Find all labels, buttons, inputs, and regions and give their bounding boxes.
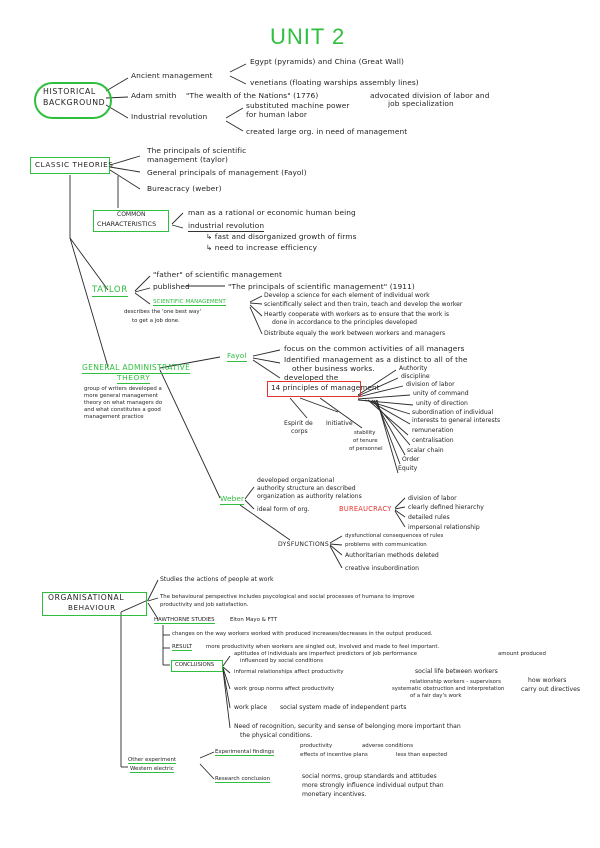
taylor-heading: TAYLOR [92, 285, 128, 295]
adam-smith: Adam smith [131, 91, 177, 100]
fayol-developed: developed the [284, 373, 339, 382]
principle-unity-command: unity of command [413, 390, 469, 397]
taylor-principle-3-line1: Heartly cooperate with workers as to ensure that the work is [264, 311, 450, 318]
conclusion-1b: amount produced [498, 651, 546, 657]
conclusion-3e: of a fair day's work [410, 693, 462, 699]
research-conclusion: Research conclusion [215, 776, 271, 782]
principle-division-labor: division of labor [406, 381, 455, 388]
conclusion-3a: relationship workers - supervisors [410, 679, 501, 685]
substituted-machine: substituted machine power [246, 101, 350, 110]
fourteen-principles: 14 principles of management [271, 383, 380, 392]
classic-theories-heading: CLASSIC THEORIES [35, 160, 114, 169]
bureaucracy-weber: Bureacracy (weber) [147, 184, 222, 193]
taylor-principle-1: Develop a science for each element of individual work [264, 292, 430, 299]
fayol-focus: focus on the common activities of all managers [284, 344, 465, 353]
published: published [153, 282, 190, 291]
fayol-heading: Fayol [227, 351, 247, 360]
finding-1b: adverse conditions [362, 743, 414, 749]
gat-desc-3: theory on what managers do [84, 400, 163, 406]
conclusion-4b: social system made of independent parts [280, 704, 407, 711]
hawthorne-changes: changes on the way workers worked with produced increases/decreases in the output produced. [172, 631, 433, 637]
division-of-labor: advocated division of labor and [370, 91, 490, 100]
book-title: "The principals of scientific management" (1911) [228, 282, 415, 291]
principle-subordination-2: interests to general interests [412, 417, 501, 424]
principle-authority: Authority [399, 365, 428, 372]
industrial-revolution-note: industrial revolution [188, 221, 265, 230]
common-heading-line2: CHARACTERISTICS [97, 220, 157, 228]
result-heading: RESULT [172, 644, 193, 650]
gat-heading-line2: THEORY [117, 373, 151, 382]
other-experiment-1: Other experiment [128, 757, 176, 763]
ob-heading-line2: BEHAVIOUR [68, 603, 116, 612]
finding-2b: less than expected [396, 752, 448, 758]
egypt-china: Egypt (pyramids) and China (Great Wall) [250, 57, 404, 66]
fayol-identified-1: Identified management as a distinct to all of the [284, 355, 468, 364]
principle-centralisation: centralisation [412, 437, 454, 444]
principle-discipline: discipline [401, 373, 430, 380]
weber-developed-2: authority structure an described [257, 485, 356, 492]
job-specialization: job specialization [388, 99, 454, 108]
one-best-way-line1: describes the 'one best way' [124, 309, 202, 315]
scientific-principles-line2: management (taylor) [147, 155, 228, 164]
conclusion-2b: social life between workers [415, 668, 498, 675]
venetians: venetians (floating warships assembly lines) [250, 78, 419, 87]
bureaucracy-division: division of labor [408, 495, 457, 502]
ob-behavioural-2: productivity and job satisfaction. [160, 602, 249, 608]
one-best-way-line2: to get a job done. [132, 318, 180, 324]
dysfunction-4: creative insubordination [345, 565, 419, 572]
finding-1: productivity [300, 743, 333, 749]
research-3: monetary incentives. [302, 791, 367, 798]
increase-efficiency: ↳ need to increase efficiency [206, 243, 318, 252]
gat-heading-line1: GENERAL ADMINISTRATIVE [82, 363, 191, 372]
gat-desc-4: and what constitutes a good [84, 407, 161, 413]
principle-initiative: Initiative [326, 420, 353, 427]
gat-desc-2: more general management [84, 393, 158, 399]
conclusion-3b: how workers [528, 677, 567, 684]
conclusion-2: informal relationships affect productivity [234, 669, 344, 675]
bureaucracy-label: BUREAUCRACY [339, 505, 392, 513]
conclusion-3d: carry out directives [521, 686, 581, 693]
scientific-management-heading: SCIENTIFIC MANAGEMENT [153, 299, 226, 305]
hawthorne-heading: HAWTHORNE STUDIES [154, 617, 215, 623]
page-title: UNIT 2 [270, 24, 346, 49]
principle-espirit-2: corps [291, 428, 308, 435]
dysfunction-2: problems with communication [345, 542, 427, 548]
research-2: more strongly influence individual output than [302, 782, 444, 789]
fast-growth: ↳ fast and disorganized growth of firms [206, 232, 357, 241]
conclusion-1a: aptitudes of individuals are imperfect predictors of job performance [234, 651, 418, 657]
finding-2: effects of incentive plans [300, 752, 368, 758]
ob-heading-line1: ORGANISATIONAL [48, 593, 125, 602]
dysfunction-1: dysfunctional consequences of rules [345, 533, 444, 539]
weber-developed-3: organization as authority relations [257, 493, 362, 500]
conclusion-4: work place [234, 704, 268, 711]
conclusion-5b: the physical conditions. [240, 732, 313, 739]
dysfunctions-label: DYSFUNCTIONS [278, 541, 330, 548]
conclusion-1c: influenced by social conditions [240, 658, 324, 664]
dysfunction-3: Authoritarian methods deleted [345, 552, 439, 559]
ob-behavioural-1: The behavioural perspective includes psycological and social processes of humans to improve [160, 594, 415, 600]
experimental-findings: Experimental findings [215, 749, 275, 755]
historical-heading-line2: BACKGROUND [43, 98, 106, 107]
conclusion-3: work group norms affect productivity [234, 686, 335, 692]
historical-heading-line1: HISTORICAL [43, 87, 96, 96]
conclusion-5a: Need of recognition, security and sense of belonging more important than [234, 723, 461, 730]
principle-subordination-1: subordination of individual [412, 409, 494, 416]
human-labor: for human labor [246, 110, 307, 119]
general-principles: General principals of management (Fayol) [147, 168, 307, 177]
ancient-management: Ancient management [131, 71, 213, 80]
large-organizations: created large org. in need of management [246, 127, 408, 136]
principle-stability-2: of tenure [353, 438, 378, 444]
industrial-revolution: Industrial revolution [131, 112, 208, 121]
research-1: social norms, group standards and attitudes [302, 773, 437, 780]
bureaucracy-impersonal: impersonal relationship [408, 524, 480, 531]
ob-studies: Studies the actions of people at work [160, 576, 274, 583]
bureaucracy-rules: detailed rules [408, 514, 450, 521]
other-experiment-2: Western electric [130, 766, 174, 772]
wealth-of-nations: "The wealth of the Nations" (1776) [186, 91, 319, 100]
gat-desc-1: group of writers developed a [84, 386, 162, 392]
result-text: more productivity when workers are singled out, involved and made to feel important. [206, 644, 440, 650]
principle-scalar-chain: scalar chain [407, 447, 444, 454]
principle-order: Order [402, 456, 420, 463]
taylor-principle-4: Distribute equaly the work between workers and managers [264, 330, 446, 337]
hawthorne-elton: Elton Mayo & FTT [230, 617, 278, 623]
father-of-scientific-management: "father" of scientific management [153, 270, 282, 279]
conclusion-3c: systematic obstruction and interpretation [392, 686, 505, 692]
weber-ideal-form: ideal form of org. [257, 506, 310, 513]
principle-stability-3: of personnel [349, 446, 383, 452]
principle-stability-1: stability [354, 430, 376, 436]
weber-heading: Weber [220, 494, 245, 503]
fayol-identified-2: other business works. [292, 364, 375, 373]
principle-unity-direction: unity of direction [416, 400, 468, 407]
principle-remuneration: remuneration [412, 427, 454, 434]
conclusions-heading: CONCLUSIONS [175, 662, 215, 668]
rational-man: man as a rational or economic human being [188, 208, 356, 217]
taylor-principle-2: scientifically select and then train, teach and develop the worker [264, 301, 463, 308]
weber-developed-1: developed organizational [257, 477, 335, 484]
gat-desc-5: management practice [84, 414, 144, 420]
principle-equity: Equity [398, 465, 418, 472]
scientific-principles-line1: The principals of scientific [147, 146, 247, 155]
bureaucracy-hierarchy: clearly defined hierarchy [408, 504, 484, 511]
common-heading-line1: COMMON [117, 211, 146, 218]
taylor-principle-3-line2: done in accordance to the principles developed [272, 319, 417, 326]
principle-espirit-1: Espirit de [284, 420, 313, 427]
